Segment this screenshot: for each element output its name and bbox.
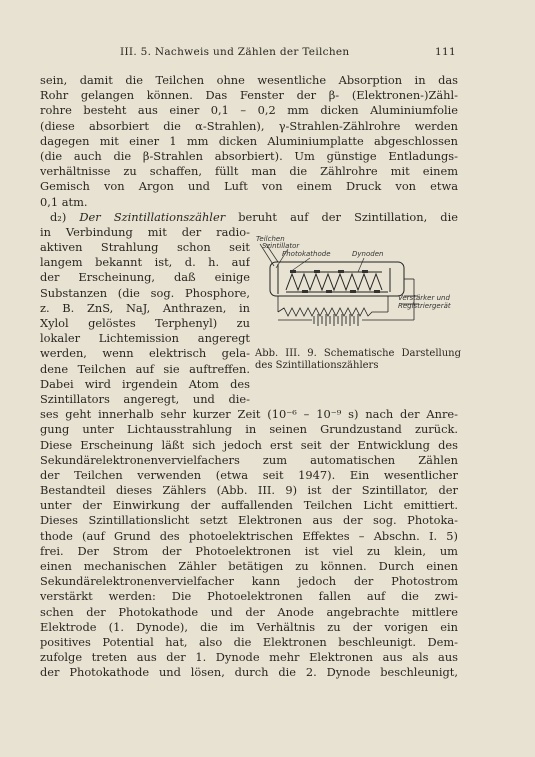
text-line: Xylol gelöstes Terphenyl) zu [40,316,250,330]
text-line: (die auch die β-Strahlen absorbiert). Um günstige Entladungs- [40,148,458,163]
text-line: frei. Der Strom der Photoelektronen ist viel zu klein, um [40,543,458,558]
text-line: in Verbindung mit der radio- [40,224,250,239]
text-line: ses geht innerhalb sehr kurzer Zeit (10⁻⁶ – 10⁻⁹ s) nach der Anre- [40,407,458,422]
text-line: Rohr gelangen können. Das Fenster der β- (Elektronen-)Zähl- [40,88,458,103]
text-line: dene Teilchen auf sie auftreffen. [40,361,250,376]
text-line: gung unter Lichtausstrahlung in seinen Grundzustand zurück. [40,422,458,437]
figure-caption: Abb. III. 9. Schematische Darstellung des Szintillationszählers [255,348,461,371]
text-line: sein, damit die Teilchen ohne wesentliche Absorption in das [40,73,458,87]
text-line: der Erscheinung, daß einige [40,270,250,285]
section-title: Der Szintillationszähler [79,209,226,224]
section-rest: beruht auf der Szintillation, die [225,209,458,224]
text-line: Szintillators angeregt, und die- [40,391,250,406]
text-line: Dieses Szintillationslicht setzt Elektronen aus der sog. Photoka- [40,513,458,528]
label-dynoden: Dynoden [352,250,384,258]
text-line: verhältnisse zu schaffen, füllt man die Zählrohre mit einem [40,164,458,179]
text-line: lokaler Lichtemission angeregt [40,331,250,346]
text-line: (diese absorbiert die α-Strahlen), γ-Strahlen-Zählrohre werden [40,118,458,133]
label-verstaerker: Verstärker und [398,294,450,302]
text-line: Sekundärelektronenvervielfachers zum automatischen Zählen [40,452,458,467]
label-szintillator: Szintillator [262,242,300,250]
running-title: III. 5. Nachweis und Zählen der Teilchen [120,46,350,58]
label-teilchen: Teilchen [256,235,285,243]
text-line: werden, wenn elektrisch gela- [40,346,250,361]
text-line: positives Potential hat, also die Elektronen beschleunigt. Dem- [40,634,458,649]
text-line: unter der Einwirkung der auffallenden Teilchen Licht emittiert. [40,498,458,513]
label-photokathode: Photokathode [282,250,331,258]
text-line: langem bekannt ist, d. h. auf [40,255,250,270]
text-line: Gemisch von Argon und Luft von einem Druck von etwa [40,179,458,194]
text-line: thode (auf Grund des photoelektrischen Effektes – Abschn. I. 5) [40,528,458,543]
text-line: schen der Photokathode und der Anode angebrachte mittlere [40,604,458,619]
text-line: zufolge treten aus der 1. Dynode mehr Elektronen aus als aus [40,650,458,665]
scintillation-counter-diagram [252,232,462,347]
text-line: Bestandteil dieses Zählers (Abb. III. 9) ist der Szintillator, der [40,483,458,498]
section-label: d₂) [50,209,67,224]
photomultiplier-tube [270,262,404,296]
text-line: der Teilchen verwenden (etwa seit 1947). Ein wesentlicher [40,467,458,482]
text-line: verstärkt werden: Die Photoelektronen fallen auf die zwi- [40,589,458,604]
text-line: aktiven Strahlung schon seit [40,240,250,255]
text-line: Sekundärelektronenvervielfacher kann jedoch der Photostrom [40,574,458,589]
text-line: Substanzen (die sog. Phosphore, [40,285,250,300]
text-line: dagegen mit einer 1 mm dicken Aluminiumplatte abgeschlossen [40,133,458,148]
text-line: Elektrode (1. Dynode), die im Verhältnis zu der vorigen ein [40,619,458,634]
text-line: rohre besteht aus einer 0,1 – 0,2 mm dicken Aluminiumfolie [40,103,458,118]
text-line: Dabei wird irgendein Atom des [40,376,250,391]
label-registriergeraet: Registriergerät [398,302,451,310]
text-line: z. B. ZnS, NaJ, Anthrazen, in [40,300,250,315]
page-number: 111 [435,46,456,58]
electrical-connections [278,279,414,320]
text-line: Diese Erscheinung läßt sich jedoch erst seit der Entwicklung des [40,437,458,452]
text-line: einen mechanischen Zähler betätigen zu können. Durch einen [40,559,458,573]
text-line: 0,1 atm. [40,194,88,209]
section-heading-line [40,210,458,225]
text-line: der Photokathode und lösen, durch die 2. Dynode beschleunigt, [40,665,458,680]
